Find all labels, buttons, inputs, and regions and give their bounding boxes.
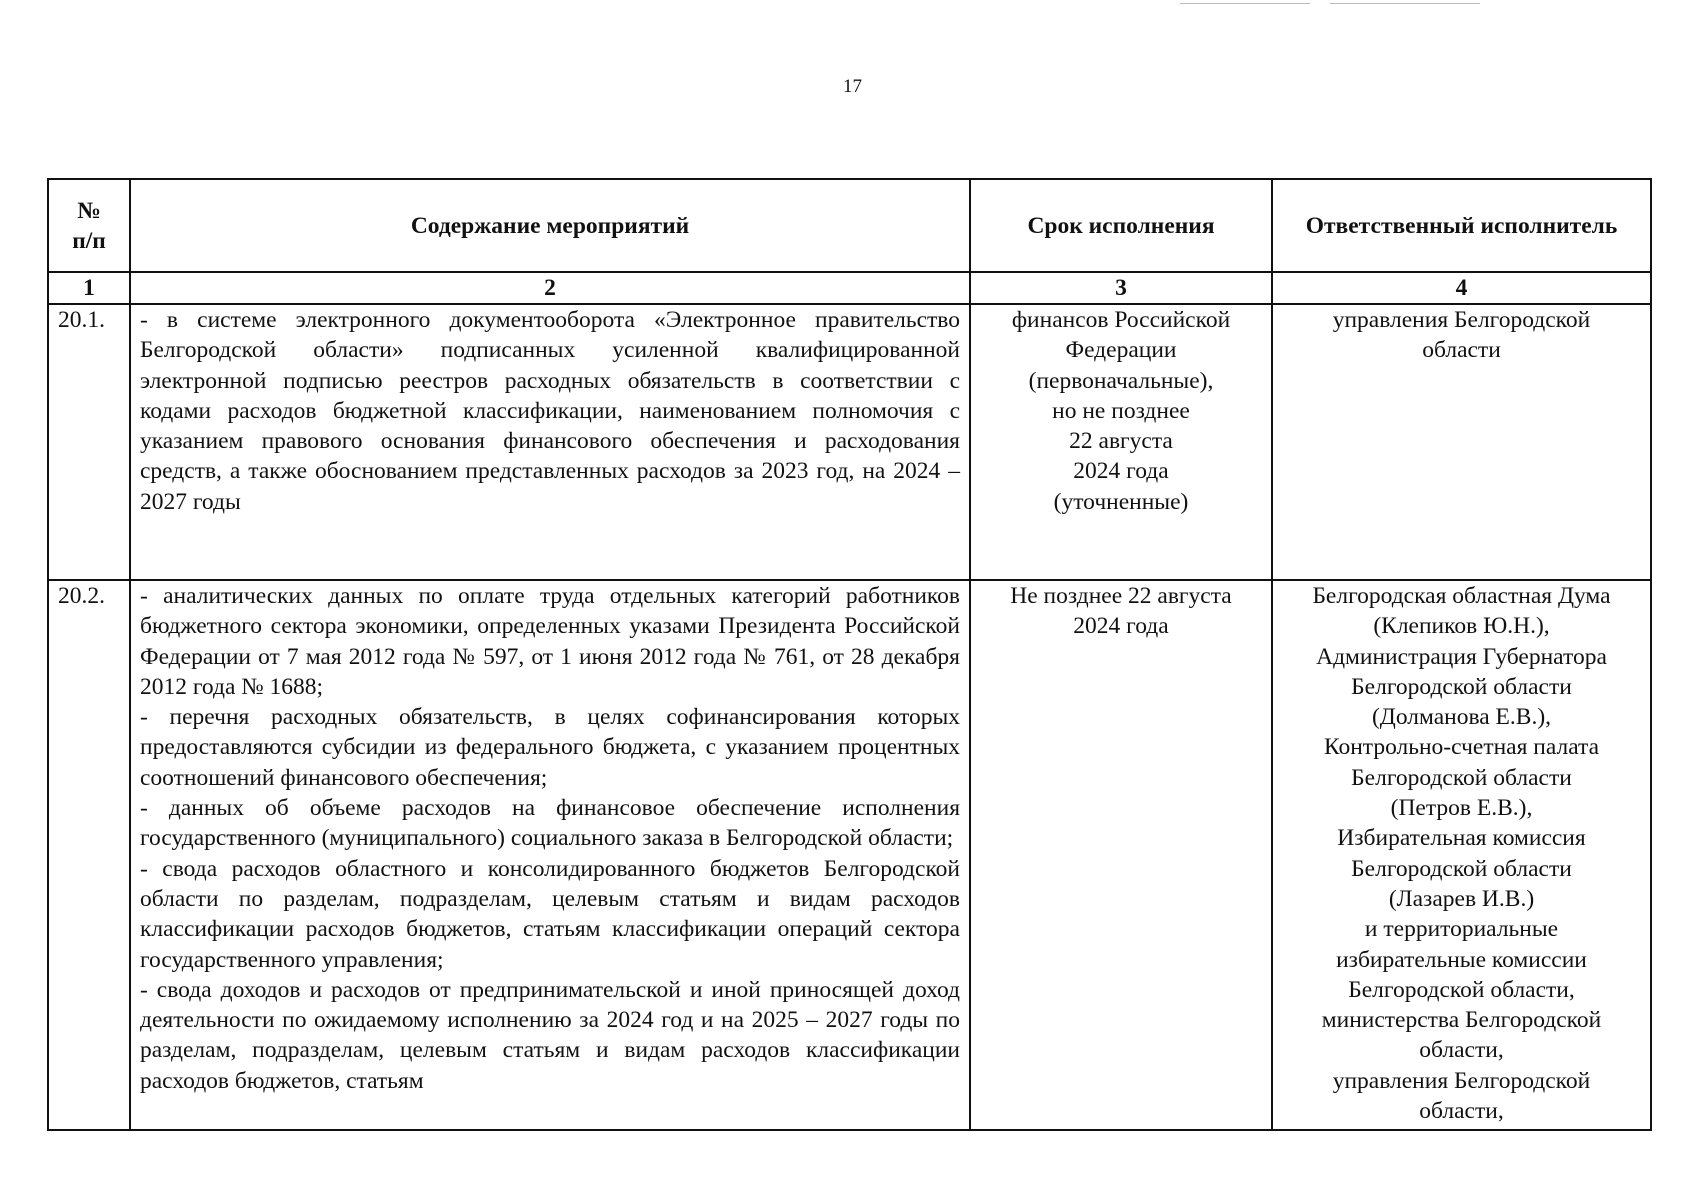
- column-number: 1: [48, 272, 130, 304]
- header-responsible: Ответственный исполнитель: [1272, 179, 1651, 272]
- content-paragraph: - свода расходов областного и консолидированного бюджетов Белгородской области по разделам, подразделам, целевым статьям и видам расходов классификации расходов бюджетов, статьям классификации операций сектора государственного управления;: [140, 855, 960, 973]
- responsible-line: Администрация Губернатора: [1316, 643, 1607, 670]
- responsible-line: Белгородской области: [1351, 673, 1572, 700]
- top-scan-rule: [1180, 3, 1310, 4]
- column-number: 4: [1272, 272, 1651, 304]
- deadline-line: 2024 года: [1073, 613, 1169, 640]
- deadline-line: (уточненные): [1053, 488, 1189, 515]
- responsible-line: (Лазарев И.В.): [1388, 885, 1535, 912]
- content-paragraph: - в системе электронного документооборота «Электронное правительство Белгородской области» подписанных усиленной квалифицированной электронной подписью реестров расходных обязательств в соответствии с кодами расходов бюджетной классификации, наименованием полномочия с указанием правового основания финансового обеспечения и расходования средств, а также обоснованием представленных расходов за 2023 год, на 2024 – 2027 годы: [140, 307, 960, 515]
- deadline-line: 2024 года: [1073, 458, 1169, 485]
- responsible-line: управления Белгородской: [1332, 307, 1591, 333]
- deadline-line: но не позднее: [1052, 397, 1190, 424]
- row-responsible: [1272, 304, 1651, 580]
- row-deadline: [970, 580, 1272, 1130]
- responsible-line: области,: [1419, 1037, 1504, 1064]
- top-scan-rule: [1330, 3, 1480, 4]
- content-paragraph: - перечня расходных обязательств, в целях софинансирования которых предоставляются субсидии из федерального бюджета, с указанием процентных соотношений финансового обеспечения;: [140, 704, 960, 791]
- responsible-line: избирательные комиссии: [1336, 946, 1587, 973]
- responsible-line: Контрольно-счетная палата: [1323, 734, 1600, 761]
- table-header-row: [48, 179, 1651, 272]
- responsible-line: Избирательная комиссия: [1337, 825, 1586, 852]
- deadline-line: (первоначальные),: [1028, 367, 1214, 394]
- header-number-abbr: п/п: [72, 227, 106, 254]
- header-number: [48, 179, 130, 272]
- responsible-line: (Долманова Е.В.),: [1371, 704, 1552, 731]
- row-number: 20.1.: [48, 304, 130, 580]
- content-paragraph: - данных об объеме расходов на финансовое обеспечение исполнения государственного (муниципального) социального заказа в Белгородской области;: [140, 795, 960, 852]
- deadline-line: 22 августа: [1069, 428, 1173, 455]
- column-number: 2: [130, 272, 970, 304]
- deadline-line: Федерации: [1065, 337, 1177, 364]
- responsible-line: Белгородской области,: [1348, 976, 1575, 1003]
- deadline-line: финансов Российской: [1011, 307, 1231, 333]
- row-content: [130, 304, 970, 580]
- table-row: [48, 580, 1651, 1130]
- header-deadline: Срок исполнения: [970, 179, 1272, 272]
- responsible-line: (Клепиков Ю.Н.),: [1373, 613, 1550, 640]
- header-number-sign: №: [77, 197, 101, 224]
- deadline-line: Не позднее 22 августа: [1010, 583, 1232, 609]
- column-number: 3: [970, 272, 1272, 304]
- row-responsible: [1272, 580, 1651, 1130]
- row-number: 20.2.: [48, 580, 130, 1130]
- content-paragraph: - аналитических данных по оплате труда отдельных категорий работников бюджетного сектора экономики, определенных указами Президента Российской Федерации от 7 мая 2012 года № 597, от 1 июня 2012 года № 761, от 28 декабря 2012 года № 1688;: [140, 583, 960, 700]
- header-content: Содержание мероприятий: [130, 179, 970, 272]
- responsible-line: Белгородская областная Дума: [1312, 583, 1611, 609]
- responsible-line: Белгородской области: [1351, 855, 1572, 882]
- row-deadline: [970, 304, 1272, 580]
- table-row: [48, 304, 1651, 580]
- responsible-line: управления Белгородской: [1332, 1067, 1591, 1094]
- responsible-line: области,: [1419, 1098, 1504, 1125]
- responsible-line: и территориальные: [1364, 916, 1559, 943]
- column-numbers-row: [48, 272, 1651, 304]
- content-paragraph: - свода доходов и расходов от предпринимательской и иной приносящей доход деятельности по ожидаемому исполнению за 2024 год и на 2025 – 2027 годы по разделам, подразделам, целевым статьям и видам расходов классификации расходов бюджетов, статьям: [140, 976, 960, 1094]
- responsible-line: (Петров Е.В.),: [1390, 795, 1533, 822]
- responsible-line: области: [1422, 337, 1501, 364]
- responsible-line: Белгородской области: [1351, 764, 1572, 791]
- page-number: 17: [843, 76, 862, 97]
- row-content: [130, 580, 970, 1130]
- measures-table: [47, 178, 1652, 1131]
- responsible-line: министерства Белгородской: [1321, 1007, 1602, 1034]
